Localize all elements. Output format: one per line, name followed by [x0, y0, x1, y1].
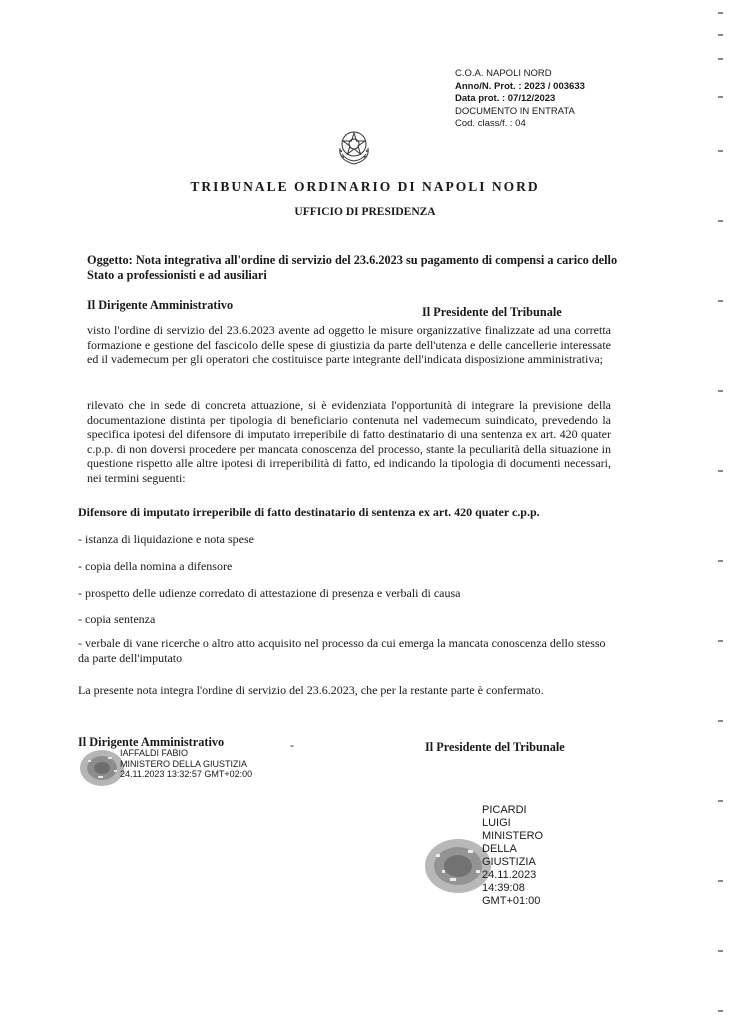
list-item: - prospetto delle udienze corredato di attestazione di presenza e verbali di causa — [78, 586, 461, 600]
protocol-stamp — [455, 68, 605, 131]
list-item: - copia della nomina a difensore — [78, 559, 233, 573]
document-subject: Oggetto: Nota integrativa all'ordine di servizio del 23.6.2023 su pagamento di compensi a carico dello Stato a professionisti e ad ausiliari — [87, 253, 618, 282]
signature-time: 14:39:08 — [482, 882, 525, 894]
signer-org-1: MINISTERO — [482, 830, 544, 842]
italian-republic-emblem-icon — [334, 124, 374, 168]
author-right: Il Presidente del Tribunale — [422, 305, 562, 319]
list-item: - copia sentenza — [78, 612, 156, 626]
signer-org: MINISTERO DELLA GIUSTIZIA — [120, 758, 248, 769]
protocol-number: Anno/N. Prot. : 2023 / 003633 — [455, 80, 585, 92]
digital-signature-seal-icon — [78, 748, 126, 788]
paragraph-rilevato: rilevato che in sede di concreta attuazione, si è evidenziata l'opportunità di integrare la previsione della documentazione distinta per tipologia di beneficiario contenuta nel vademecum suindicato, prevedendo la specifica ipotesi del difensore di imputato irreperibile di fatto destinatario di una sentenza ex art. 420 quater c.p.p. di non doversi procedere per mancata conoscenza del processo, stante la peculiarità della situazione in questione rispetto alle altre ipotesi di irreperibilità di fatto, ed indicando la tipologia di documenti necessari, nei termini seguenti: — [87, 398, 611, 485]
office-name: UFFICIO DI PRESIDENZA — [294, 206, 436, 218]
list-item: - verbale di vane ricerche o altro atto acquisito nel processo da cui emerga la mancata conoscenza dello stesso da parte dell'imputato — [78, 636, 606, 665]
signature-timestamp: 24.11.2023 13:32:57 GMT+02:00 — [120, 769, 253, 779]
paragraph-visto: visto l'ordine di servizio del 23.6.2023 avente ad oggetto le misure organizzative finalizzate ad una corretta formazione e gestione del fascicolo delle spese di giustizia da parte dell'utenza e delle cancellerie interessate ed il vademecum per gli operatori che costituisce parte integrante dell'indicata disposizione amministrativa; — [87, 323, 611, 366]
court-name: TRIBUNALE ORDINARIO DI NAPOLI NORD — [190, 179, 540, 194]
section-heading: Difensore di imputato irreperibile di fatto destinatario di sentenza ex art. 420 quater c.p.p. — [78, 505, 540, 519]
digital-signature-right — [482, 804, 543, 908]
signer-firstname: LUIGI — [482, 817, 511, 829]
signature-date: 24.11.2023 — [482, 869, 537, 881]
separator-dash: - — [290, 738, 294, 752]
signer-org-3: GIUSTIZIA — [482, 856, 536, 868]
author-left: Il Dirigente Amministrativo — [87, 298, 234, 312]
protocol-type: DOCUMENTO IN ENTRATA — [455, 105, 575, 117]
protocol-class: Cod. class/f. : 04 — [455, 118, 526, 129]
scan-edge-marks — [718, 0, 726, 1030]
closing-paragraph: La presente nota integra l'ordine di servizio del 23.6.2023, che per la restante parte è confermato. — [78, 683, 544, 697]
digital-signature-left — [120, 748, 252, 780]
protocol-office: C.O.A. NAPOLI NORD — [455, 68, 552, 79]
signer-name: IAFFALDI FABIO — [120, 748, 189, 758]
signature-title-left: Il Dirigente Amministrativo — [78, 735, 225, 749]
signature-timezone: GMT+01:00 — [482, 895, 541, 907]
signer-surname: PICARDI — [482, 804, 527, 816]
signature-title-right: Il Presidente del Tribunale — [425, 740, 565, 754]
list-item: - istanza di liquidazione e nota spese — [78, 532, 254, 546]
signer-org-2: DELLA — [482, 843, 517, 855]
protocol-date: Data prot. : 07/12/2023 — [455, 93, 556, 104]
